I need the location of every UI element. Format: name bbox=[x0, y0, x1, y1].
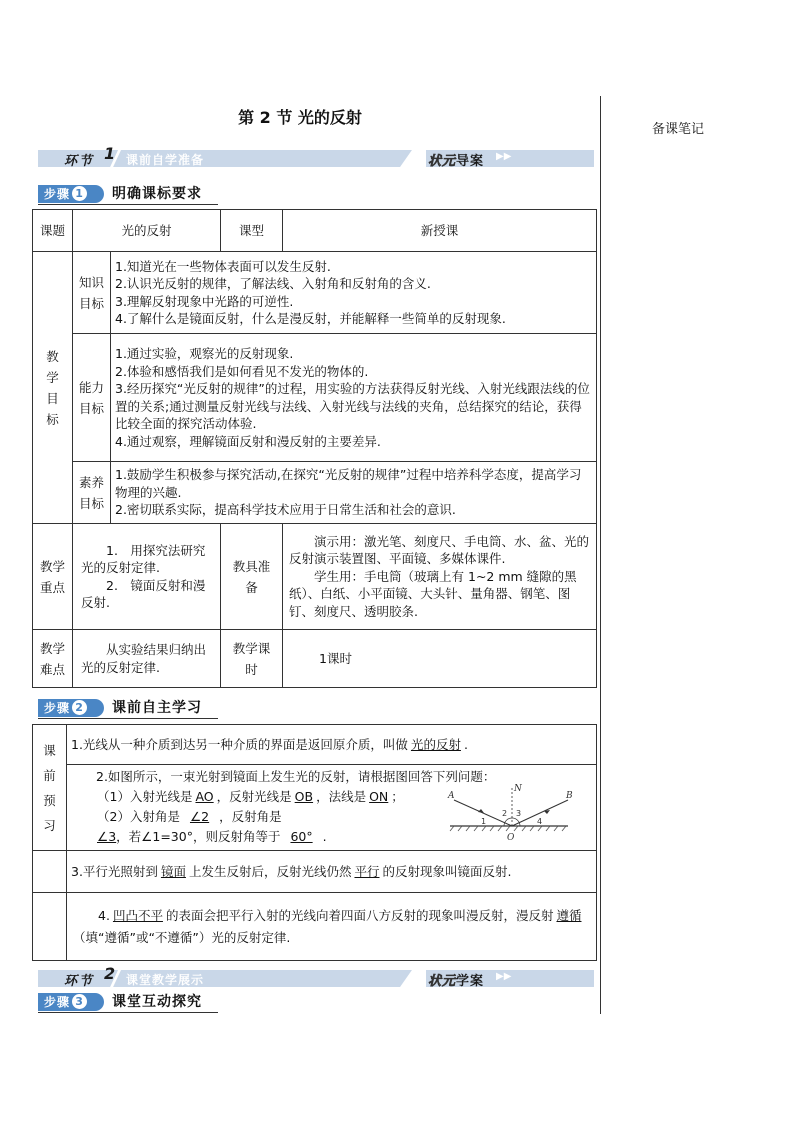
equip-item: 学生用：手电筒（玻璃上有 1~2 mm 缝隙的黑纸）、白纸、小平面镜、大头针、量角器、钢笔、图钉、刻度尺、透明胶条. bbox=[289, 568, 577, 619]
step-number-badge: 1 bbox=[72, 186, 87, 201]
step-1-label: 明确课标要求 bbox=[112, 186, 202, 202]
kexing-label-text: 课型 bbox=[239, 223, 265, 238]
keti-value: 光的反射 bbox=[73, 210, 221, 252]
section-number: 1 bbox=[104, 144, 116, 163]
page-title: 第 2 节 光的反射 bbox=[238, 108, 362, 127]
section-right-a: 状元 bbox=[428, 154, 457, 169]
section-bar-2 bbox=[38, 964, 594, 989]
quality-cell bbox=[111, 462, 597, 524]
section-env-label: 环节 bbox=[64, 974, 95, 989]
reflection-diagram bbox=[446, 782, 576, 844]
q4-answer-uneven: 凹凸不平 bbox=[112, 907, 163, 923]
q3-text: 的反射现象叫镜面反射. bbox=[382, 863, 512, 879]
step-3-pill bbox=[38, 993, 104, 1011]
q2-text: （1）入射光线是 bbox=[97, 789, 193, 804]
section-bar-1 bbox=[38, 144, 594, 169]
step-tag: 步骤 bbox=[44, 187, 71, 201]
kexing-label bbox=[221, 210, 283, 252]
q1-answer: 光的反射 bbox=[410, 736, 461, 752]
key-cell bbox=[73, 524, 221, 630]
step-underline bbox=[38, 204, 218, 205]
angle-2-label: 2 bbox=[502, 809, 508, 818]
section-name: 课前自学准备 bbox=[126, 153, 205, 167]
label-B: B bbox=[566, 791, 573, 801]
q2-answer-angle-value: 60° bbox=[290, 829, 313, 844]
goals-label: 教学目标 bbox=[33, 252, 73, 524]
side-note-label: 备课笔记 bbox=[652, 122, 705, 137]
q2-answer-incident-angle: ∠2 bbox=[189, 809, 210, 824]
ability-label: 能力目标 bbox=[73, 334, 111, 462]
key-label: 教学重点 bbox=[33, 524, 73, 630]
q2-text: ，法线是 bbox=[316, 789, 367, 804]
q4-answer-follow: 遵循 bbox=[556, 907, 582, 923]
question-1 bbox=[67, 725, 597, 765]
difficulty-label: 教学难点 bbox=[33, 630, 73, 688]
q3-text: 3.平行光照射到 bbox=[71, 863, 158, 879]
section-right-tag bbox=[426, 150, 594, 167]
ability-item: 1.通过实验，观察光的反射现象. bbox=[115, 346, 294, 361]
question-3 bbox=[67, 851, 597, 893]
equip-item: 演示用：激光笔、刻度尺、手电筒、水、盆、光的反射演示装置图、平面镜、多媒体课件. bbox=[289, 533, 590, 567]
q2-answer-normal: ON bbox=[369, 789, 389, 804]
step-2-label: 课前自主学习 bbox=[112, 700, 202, 716]
angle-1-label: 1 bbox=[481, 817, 487, 826]
section-name: 课堂教学展示 bbox=[126, 973, 205, 987]
ability-cell bbox=[111, 334, 597, 462]
q2-text: ； bbox=[391, 789, 404, 804]
q1-text-end: . bbox=[463, 736, 468, 752]
step-tag: 步骤 bbox=[44, 701, 71, 715]
q2-text: ，反射光线是 bbox=[216, 789, 292, 804]
label-A: A bbox=[448, 791, 455, 801]
mirror-surface bbox=[450, 826, 568, 831]
knowledge-item: 1.知道光在一些物体表面可以发生反射. bbox=[115, 258, 331, 274]
knowledge-item: 4.了解什么是镜面反射，什么是漫反射，并能解释一些简单的反射现象. bbox=[115, 311, 506, 326]
quality-item: 1.鼓励学生积极参与探究活动,在探究“光反射的规律”过程中培养科学态度，提高学习物理的兴趣. bbox=[115, 467, 582, 500]
quality-label: 素养目标 bbox=[73, 462, 111, 524]
step-underline bbox=[38, 1012, 218, 1013]
section-right-b: 学案 bbox=[456, 974, 485, 989]
margin-divider bbox=[600, 96, 601, 1014]
knowledge-cell bbox=[111, 252, 597, 334]
hours-label: 教学课时 bbox=[221, 630, 283, 688]
knowledge-item: 3.理解反射现象中光路的可逆性. bbox=[115, 293, 294, 309]
angle-3-label: 3 bbox=[516, 809, 522, 818]
section-number: 2 bbox=[104, 964, 116, 983]
q2-answer-incident: AO bbox=[195, 789, 214, 804]
q3-answer-mirror: 镜面 bbox=[160, 863, 186, 879]
step-1-pill bbox=[38, 185, 104, 203]
question-4 bbox=[67, 893, 597, 961]
blank-cell bbox=[33, 851, 67, 893]
blank-cell bbox=[33, 893, 67, 961]
keti-label: 课题 bbox=[33, 210, 73, 252]
step-3-label: 课堂互动探究 bbox=[112, 994, 202, 1010]
key-item: 2. 镜面反射和漫反射. bbox=[81, 577, 206, 610]
curriculum-table bbox=[32, 209, 597, 688]
q2-answer-reflected: OB bbox=[294, 789, 314, 804]
section-right-a: 状元 bbox=[428, 974, 457, 989]
quality-item: 2.密切联系实际，提高科学技术应用于日常生活和社会的意识. bbox=[115, 502, 456, 518]
label-O: O bbox=[507, 833, 515, 843]
key-item: 1. 用探究法研究光的反射定律. bbox=[81, 542, 206, 575]
section-right-b: 导案 bbox=[456, 154, 485, 169]
q3-answer-parallel: 平行 bbox=[354, 863, 380, 879]
ability-item: 4.通过观察，理解镜面反射和漫反射的主要差异. bbox=[115, 433, 381, 449]
q4-text: 4. bbox=[98, 907, 110, 923]
ability-item: 3.经历探究“光反射的规律”的过程，用实验的方法获得反射光线、入射光线跟法线的位置的关系;通过测量反射光线与法线、入射光线与法线的夹角，总结探究的结论，获得比较全面的探究活动体验. bbox=[115, 381, 590, 431]
equip-label: 教具准备 bbox=[221, 524, 283, 630]
knowledge-label: 知识目标 bbox=[73, 252, 111, 334]
step-number-badge: 2 bbox=[72, 700, 87, 715]
angle-4-label: 4 bbox=[537, 817, 543, 826]
section-right-tag bbox=[426, 970, 594, 987]
step-2-pill bbox=[38, 699, 104, 717]
step-number-badge: 3 bbox=[72, 994, 87, 1009]
q2-text: （2）入射角是 bbox=[97, 809, 180, 824]
preview-label: 课前预习 bbox=[33, 725, 67, 851]
label-N: N bbox=[514, 784, 522, 794]
ability-item: 2.体验和感悟我们是如何看见不发光的物体的. bbox=[115, 363, 369, 379]
q2-text: ，反射角是 bbox=[219, 809, 282, 824]
q3-text: 上发生反射后，反射光线仍然 bbox=[188, 863, 352, 879]
step-tag: 步骤 bbox=[44, 995, 71, 1009]
q1-text: 1.光线从一种介质到达另一种介质的界面是返回原介质，叫做 bbox=[71, 736, 408, 752]
q2-text: . bbox=[322, 829, 327, 844]
kexing-value: 新授课 bbox=[283, 210, 597, 252]
q4-text: 的表面会把平行入射的光线向着四面八方反射的现象叫漫反射，漫反射 bbox=[165, 907, 554, 923]
knowledge-item: 2.认识光反射的规律，了解法线、入射角和反射角的含义. bbox=[115, 276, 431, 291]
q2-intro: 2.如图所示，一束光射到镜面上发生光的反射，请根据图回答下列问题： bbox=[96, 769, 496, 784]
section-env-label: 环节 bbox=[64, 154, 95, 169]
q2-answer-reflect-angle: ∠3 bbox=[97, 829, 117, 844]
hours-value: 1课时 bbox=[283, 630, 597, 688]
arrows-icon: ▶▶ bbox=[496, 971, 512, 982]
step-underline bbox=[38, 718, 218, 719]
q2-text: ，若∠1=30°，则反射角等于 bbox=[116, 829, 281, 844]
difficulty-value: 从实验结果归纳出光的反射定律. bbox=[73, 630, 221, 688]
q4-text: （填“遵循”或“不遵循”）光的反射定律. bbox=[73, 929, 291, 945]
arrows-icon: ▶▶ bbox=[496, 151, 512, 162]
equip-cell bbox=[283, 524, 597, 630]
